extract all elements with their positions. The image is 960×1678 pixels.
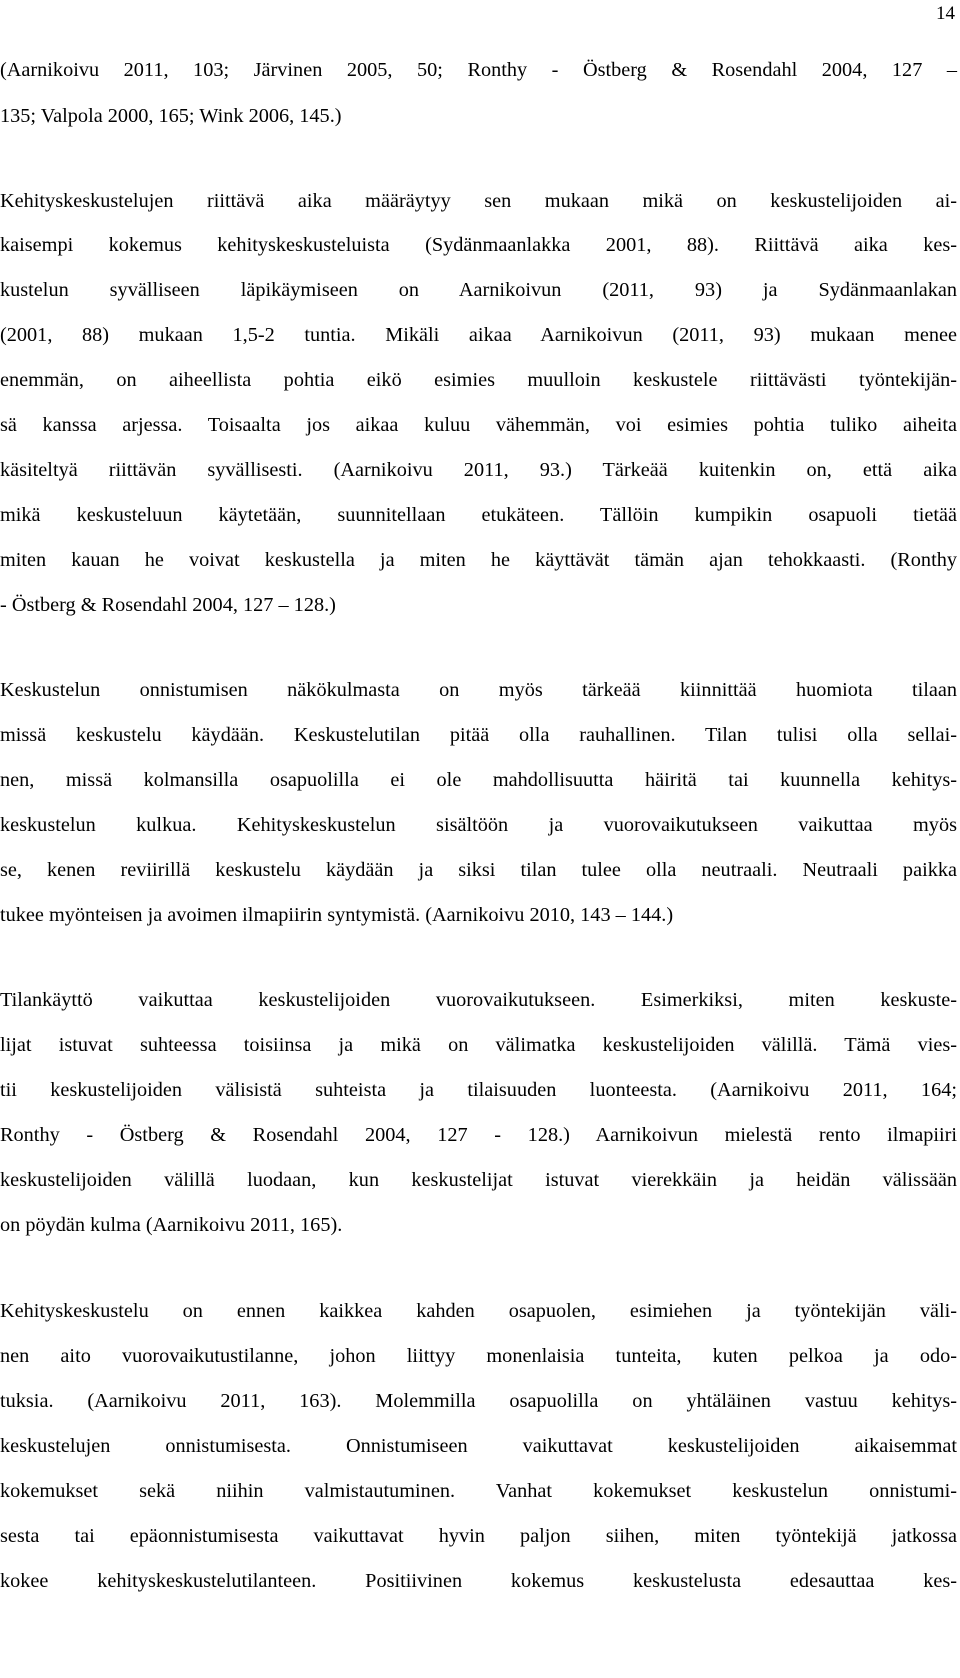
text-line: sesta tai epäonnistumisesta vaikuttavat hyvin paljon siihen, miten työntekijä jatkossa bbox=[0, 1525, 957, 1547]
text-line: Keskustelun onnistumisen näkökulmasta on myös tärkeää kiinnittää huomiota tilaan bbox=[0, 679, 957, 701]
text-line: Kehityskeskustelu on ennen kaikkea kahden osapuolen, esimiehen ja työntekijän väli- bbox=[0, 1300, 957, 1322]
text-line: keskustelujen onnistumisesta. Onnistumiseen vaikuttavat keskustelijoiden aikaisemmat bbox=[0, 1435, 957, 1457]
text-line: käsiteltyä riittävän syvällisesti. (Aarnikoivu 2011, 93.) Tärkeää kuitenkin on, että aika bbox=[0, 459, 957, 481]
text-line: 135; Valpola 2000, 165; Wink 2006, 145.) bbox=[0, 105, 342, 127]
text-line: missä keskustelu käydään. Keskustelutilan pitää olla rauhallinen. Tilan tulisi olla sellai- bbox=[0, 724, 957, 746]
text-line: nen, missä kolmansilla osapuolilla ei ole mahdollisuutta häiritä tai kuunnella kehitys- bbox=[0, 769, 957, 791]
text-line: on pöydän kulma (Aarnikoivu 2011, 165). bbox=[0, 1214, 343, 1236]
text-line: tukee myönteisen ja avoimen ilmapiirin syntymistä. (Aarnikoivu 2010, 143 – 144.) bbox=[0, 904, 674, 926]
text-line: (Aarnikoivu 2011, 103; Järvinen 2005, 50; Ronthy - Östberg & Rosendahl 2004, 127 – bbox=[0, 59, 957, 81]
text-line: keskustelijoiden välillä luodaan, kun keskustelijat istuvat vierekkäin ja heidän välissään bbox=[0, 1169, 957, 1191]
text-line: Ronthy - Östberg & Rosendahl 2004, 127 - 128.) Aarnikoivun mielestä rento ilmapiiri bbox=[0, 1124, 957, 1146]
text-line: miten kauan he voivat keskustella ja miten he käyttävät tämän ajan tehokkaasti. (Ronthy bbox=[0, 549, 957, 571]
text-line: kokee kehityskeskustelutilanteen. Positiivinen kokemus keskustelusta edesauttaa kes- bbox=[0, 1570, 957, 1592]
text-line: keskustelun kulkua. Kehityskeskustelun sisältöön ja vuorovaikutukseen vaikuttaa myös bbox=[0, 814, 957, 836]
text-line: - Östberg & Rosendahl 2004, 127 – 128.) bbox=[0, 594, 336, 616]
text-line: nen aito vuorovaikutustilanne, johon liittyy monenlaisia tunteita, kuten pelkoa ja odo- bbox=[0, 1345, 957, 1367]
text-line: mikä keskusteluun käytetään, suunnitellaan etukäteen. Tällöin kumpikin osapuoli tietää bbox=[0, 504, 957, 526]
text-line: tuksia. (Aarnikoivu 2011, 163). Molemmilla osapuolilla on yhtäläinen vastuu kehitys- bbox=[0, 1390, 957, 1412]
text-line: Tilankäyttö vaikuttaa keskustelijoiden vuorovaikutukseen. Esimerkiksi, miten keskuste- bbox=[0, 989, 957, 1011]
text-line: Kehityskeskustelujen riittävä aika määräytyy sen mukaan mikä on keskustelijoiden ai- bbox=[0, 190, 957, 212]
text-line: se, kenen reviirillä keskustelu käydään ja siksi tilan tulee olla neutraali. Neutraali paikka bbox=[0, 859, 957, 881]
text-line: kokemukset sekä niihin valmistautuminen. Vanhat kokemukset keskustelun onnistumi- bbox=[0, 1480, 957, 1502]
text-line: enemmän, on aiheellista pohtia eikö esimies muulloin keskustele riittävästi työntekijän- bbox=[0, 369, 957, 391]
text-line: (2001, 88) mukaan 1,5-2 tuntia. Mikäli aikaa Aarnikoivun (2011, 93) mukaan menee bbox=[0, 324, 957, 346]
text-line: lijat istuvat suhteessa toisiinsa ja mikä on välimatka keskustelijoiden välillä. Tämä vies- bbox=[0, 1034, 957, 1056]
text-line: kaisempi kokemus kehityskeskusteluista (Sydänmaanlakka 2001, 88). Riittävä aika kes- bbox=[0, 234, 957, 256]
text-line: kustelun syvälliseen läpikäymiseen on Aarnikoivun (2011, 93) ja Sydänmaanlakan bbox=[0, 279, 957, 301]
text-line: tii keskustelijoiden välisistä suhteista ja tilaisuuden luonteesta. (Aarnikoivu 2011, 164; bbox=[0, 1079, 957, 1101]
text-line: sä kanssa arjessa. Toisaalta jos aikaa kuluu vähemmän, voi esimies pohtia tuliko aiheita bbox=[0, 414, 957, 436]
page-number: 14 bbox=[936, 3, 955, 24]
